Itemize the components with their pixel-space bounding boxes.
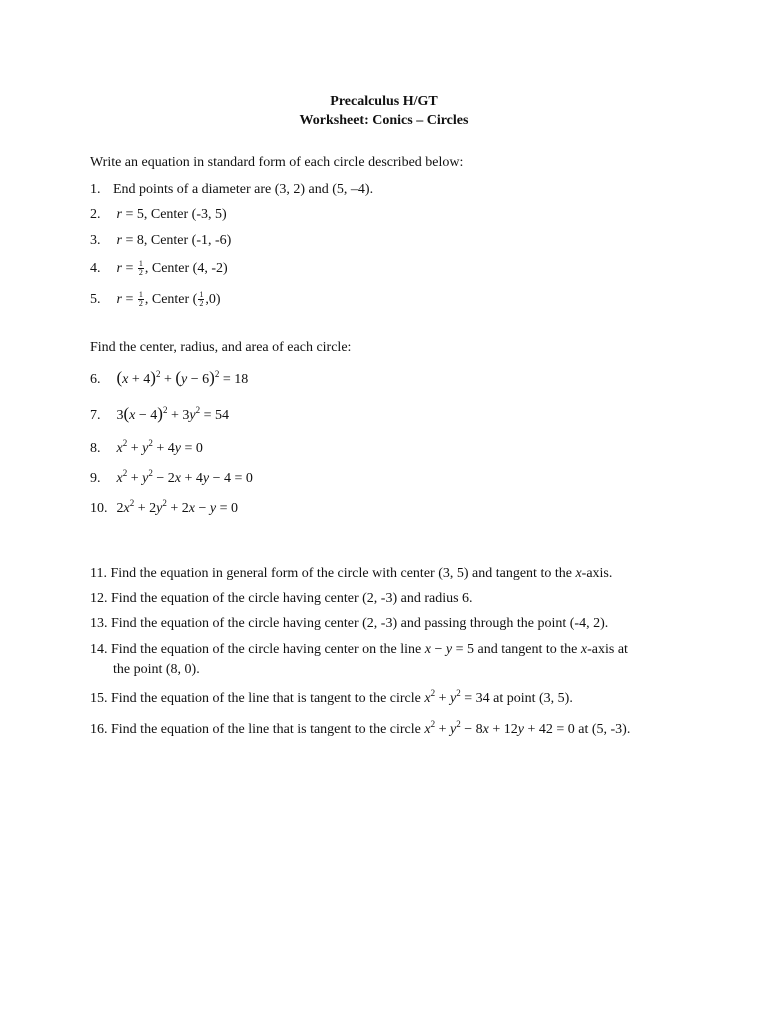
problem-13 — [90, 615, 608, 633]
problem-3 — [90, 232, 231, 250]
axis-variable: x — [575, 566, 582, 581]
radius-value: 5 — [136, 207, 144, 222]
radius-value: 8 — [136, 233, 144, 248]
center-text: , Center (4, -2) — [144, 261, 228, 276]
center-text: , Center (-1, -6) — [143, 233, 232, 248]
radius-equation: r = $\frac{1}{2}$ — [116, 290, 143, 309]
problem-text: Find the equation of the line that is tangent to the circle — [111, 691, 425, 706]
problem-text: Find the equation of the circle having center on the line — [111, 642, 425, 657]
problem-text: Find the equation of the line that is tangent to the circle — [111, 722, 425, 737]
equation-rhs: 0 — [231, 501, 238, 516]
problem-text-end: at point (3, 5). — [489, 691, 573, 706]
problem-10 — [90, 500, 238, 518]
problem-number: 11. — [90, 566, 107, 581]
problem-text-end: -axis at — [587, 642, 628, 657]
problem-text: Find the equation of the circle having center (2, -3) and radius 6. — [111, 591, 473, 606]
radius-equation: r = 8 — [116, 233, 144, 248]
problem-number: 9. — [90, 471, 101, 486]
center-prefix: , Center ( — [144, 292, 198, 307]
center-suffix: ,0) — [205, 292, 221, 307]
worksheet-title: Worksheet: Conics – Circles — [299, 113, 469, 128]
problem-8 — [90, 440, 203, 458]
problem-text-end: at (5, -3). — [574, 722, 631, 737]
problem-7 — [90, 405, 229, 425]
center-x-fraction: $\frac{1}{2}$ — [199, 290, 204, 309]
problem-text: Find the equation in general form of the circle with center (3, 5) and tangent to the — [110, 566, 576, 581]
equation-rhs: 54 — [215, 408, 229, 423]
problem-text-mid: and tangent to the — [473, 642, 581, 657]
problem-14-continuation: the point (8, 0). — [113, 662, 200, 677]
problem-number: 14. — [90, 642, 108, 657]
circle-equation: $2x^2 + 2y^2 + 2x - y = 0$ — [116, 498, 238, 516]
problem-11 — [90, 565, 612, 583]
problem-number: 6. — [90, 372, 101, 387]
circle-equation: $x^2 + y^2 + 4y = 0$ — [116, 438, 203, 456]
problem-number: 4. — [90, 261, 101, 276]
problem-number: 10. — [90, 501, 108, 516]
problem-number: 7. — [90, 408, 101, 423]
section1-instruction: Write an equation in standard form of each circle described below: — [90, 155, 464, 170]
problem-12 — [90, 590, 473, 608]
problem-number: 3. — [90, 233, 101, 248]
problem-number: 1. — [90, 182, 101, 197]
center-text: , Center (-3, 5) — [143, 207, 227, 222]
problem-5 — [90, 291, 221, 309]
circle-equation: $x^2 + y^2 - 2x + 4y - 4 = 0$ — [116, 468, 253, 486]
problem-number: 5. — [90, 292, 101, 307]
problem-2 — [90, 206, 227, 224]
equation-rhs: 18 — [234, 372, 249, 387]
problem-16 — [90, 721, 630, 739]
circle-equation: $x^2 + y^2 - 8x + 12y + 42 = 0$ — [424, 719, 575, 737]
problem-number: 16. — [90, 722, 108, 737]
radius-equation: r = 5 — [116, 207, 144, 222]
circle-equation: $x^2 + y^2 = 34$ — [424, 688, 490, 706]
problem-text-end: -axis. — [581, 566, 613, 581]
line-equation: x − y = 5 — [424, 642, 474, 657]
problem-text: Find the equation of the circle having center (2, -3) and passing through the point (-4, 2). — [111, 616, 609, 631]
radius-fraction: $\frac{1}{2}$ — [138, 290, 143, 309]
section2-instruction: Find the center, radius, and area of each circle: — [90, 340, 352, 355]
problem-text: End points of a diameter are (3, 2) and (5, –4). — [113, 182, 374, 197]
problem-9 — [90, 470, 253, 488]
axis-variable: x — [580, 642, 588, 657]
problem-15 — [90, 690, 573, 708]
circle-equation: $(x + 4)^2 + (y - 6)^2 = 18$ — [116, 368, 249, 387]
problem-number: 2. — [90, 207, 101, 222]
problem-number: 12. — [90, 591, 108, 606]
problem-4 — [90, 260, 228, 278]
problem-6 — [90, 369, 248, 389]
problem-number: 8. — [90, 441, 101, 456]
equation-rhs: 0 — [245, 471, 253, 486]
problem-number: 13. — [90, 616, 108, 631]
equation-rhs: 0 — [195, 441, 203, 456]
circle-equation: $3(x - 4)^2 + 3y^2 = 54$ — [116, 404, 229, 423]
radius-equation: r = $\frac{1}{2}$ — [116, 259, 143, 278]
radius-fraction: $\frac{1}{2}$ — [138, 259, 143, 278]
course-title: Precalculus H/GT — [330, 94, 438, 109]
problem-14 — [90, 641, 628, 659]
problem-number: 15. — [90, 691, 108, 706]
problem-1 — [90, 181, 373, 199]
